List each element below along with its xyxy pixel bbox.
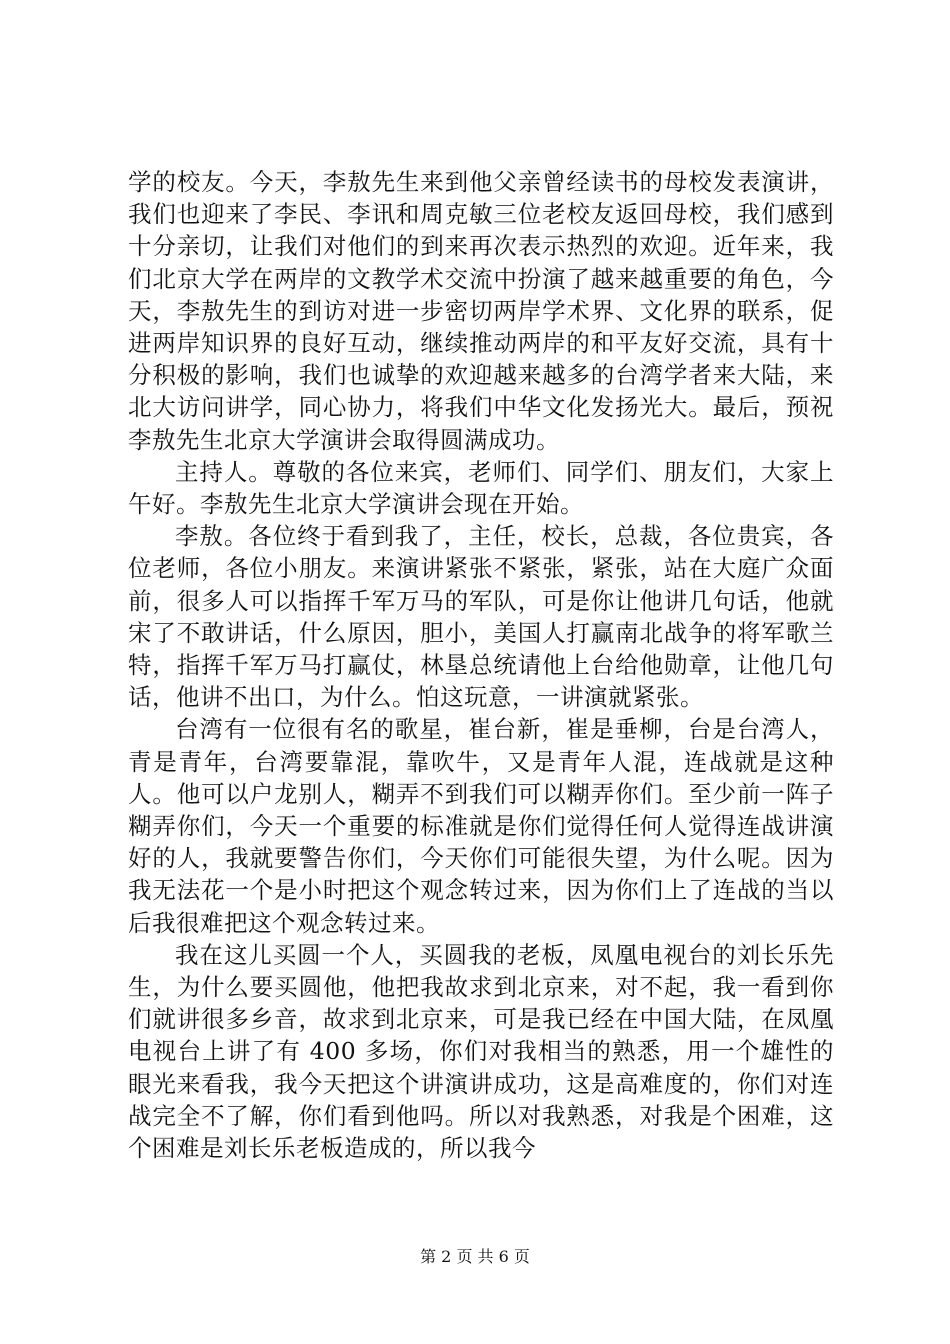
paragraph-4: 台湾有一位很有名的歌星，崔台新，崔是垂柳，台是台湾人，青是青年，台湾要靠混，靠吹牛，又是青年人混，连战就是这种人。他可以户龙别人，糊弄不到我们可以糊弄你们。至少前一阵子糊弄你们，今天一个重要的标准就是你们觉得任何人觉得连战讲演好的人，我就要警告你们，今天你们可能很失望，为什么呢。因为我无法花一个是小时把这个观念转过来，因为你们上了连战的当以后我很难把这个观念转过来。: [128, 715, 834, 937]
paragraph-5: 我在这儿买圆一个人，买圆我的老板，凤凰电视台的刘长乐先生，为什么要买圆他，他把我故求到北京来，对不起，我一看到你们就讲很多乡音，故求到北京来，可是我已经在中国大陆，在凤凰电视台上讲了有 400 多场，你们对我相当的熟悉，用一个雄性的眼光来看我，我今天把这个讲演讲成功，这是高难度的，你们对连战完全不了解，你们看到他吗。所以对我熟悉，对我是个困难，这个困难是刘长乐老板造成的，所以我今: [128, 940, 834, 1163]
page-number-footer: 第 2 页 共 6 页: [420, 1247, 530, 1266]
paragraph-2: 主持人。尊敬的各位来宾，老师们、同学们、朋友们，大家上午好。李敖先生北京大学演讲会现在开始。: [128, 457, 834, 519]
document-body: [128, 166, 834, 1164]
paragraph-3: 李敖。各位终于看到我了，主任，校长，总裁，各位贵宾，各位老师，各位小朋友。来演讲紧张不紧张，紧张，站在大庭广众面前，很多人可以指挥千军万马的军队，可是你让他讲几句话，他就宋了不敢讲话，什么原因，胆小，美国人打赢南北战争的将军歌兰特，指挥千军万马打赢仗，林垦总统请他上台给他勋章，让他几句话，他讲不出口，为什么。怕这玩意，一讲演就紧张。: [128, 522, 834, 712]
paragraph-1: 学的校友。今天，李敖先生来到他父亲曾经读书的母校发表演讲，我们也迎来了李民、李讯和周克敏三位老校友返回母校，我们感到十分亲切，让我们对他们的到来再次表示热烈的欢迎。近年来，我们北京大学在两岸的文教学术交流中扮演了越来越重要的角色，今天，李敖先生的到访对进一步密切两岸学术界、文化界的联系，促进两岸知识界的良好互动，继续推动两岸的和平友好交流，具有十分积极的影响，我们也诚挚的欢迎越来越多的台湾学者来大陆，来北大访问讲学，同心协力，将我们中华文化发扬光大。最后，预祝李敖先生北京大学演讲会取得圆满成功。: [128, 168, 834, 454]
